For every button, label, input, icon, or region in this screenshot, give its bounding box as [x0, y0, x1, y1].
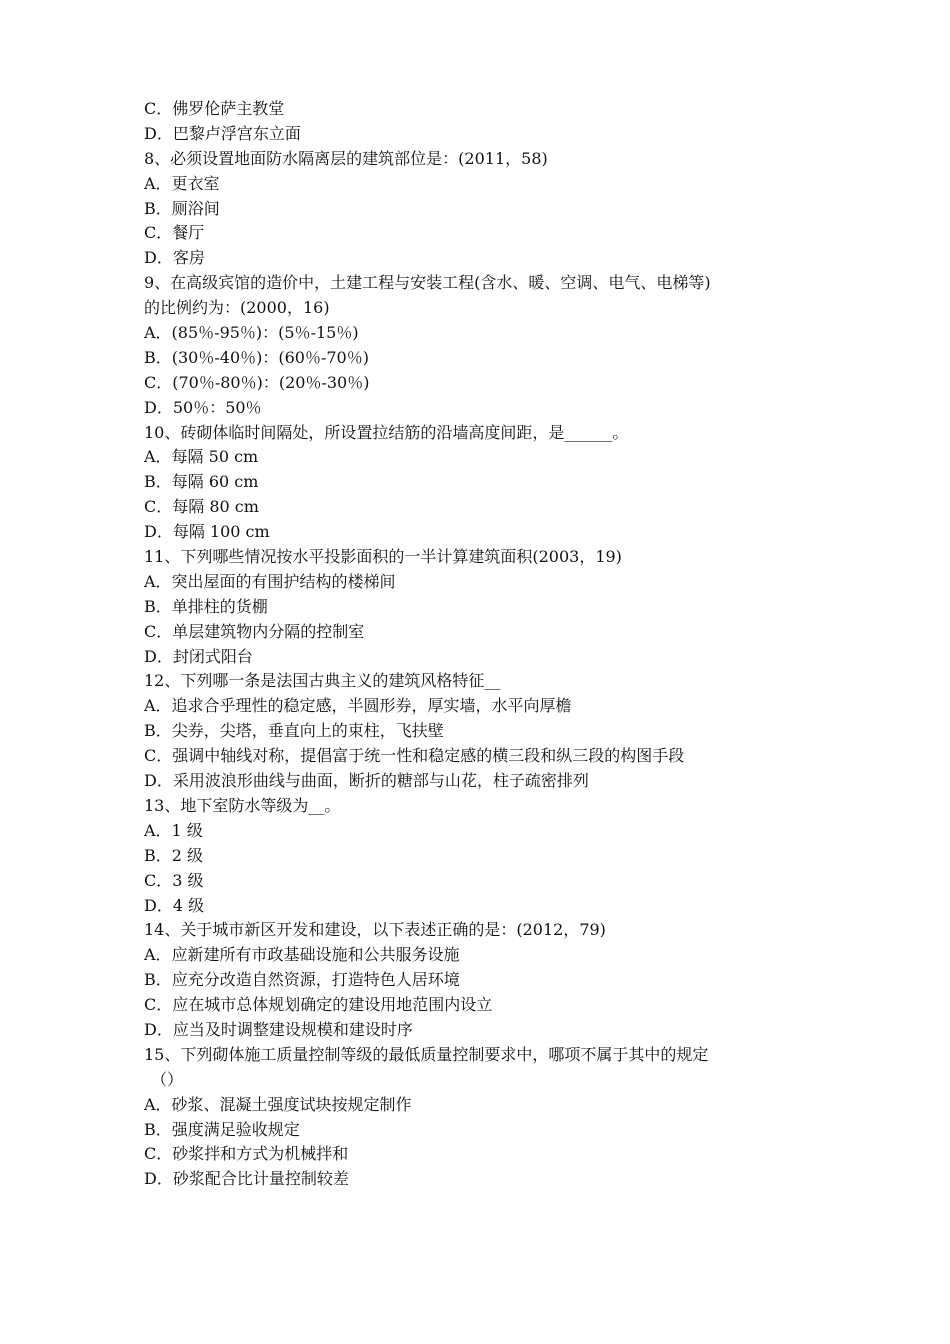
option-line: C．(70％-80％)：(20％-30％) [144, 372, 370, 392]
option-line: B．应充分改造自然资源，打造特色人居环境 [144, 970, 460, 990]
question-line-continued: （） [151, 1069, 184, 1089]
option-line: A．1 级 [144, 820, 203, 840]
question-line: 15、下列砌体施工质量控制等级的最低质量控制要求中，哪项不属于其中的规定 [144, 1044, 709, 1064]
option-line: B．(30％-40％)：(60％-70％) [144, 347, 369, 367]
option-line: D．采用波浪形曲线与曲面，断折的糖部与山花，柱子疏密排列 [144, 771, 589, 791]
option-line: B．每隔 60 cm [144, 472, 259, 492]
option-line: D．砂浆配合比计量控制较差 [144, 1169, 349, 1189]
option-line: D．封闭式阳台 [144, 646, 253, 666]
option-line: C．餐厅 [144, 223, 205, 243]
option-line: D．客房 [144, 248, 205, 268]
option-line: C．砂浆拌和方式为机械拌和 [144, 1144, 349, 1164]
option-line: C．强调中轴线对称，提倡富于统一性和稳定感的横三段和纵三段的构图手段 [144, 746, 685, 766]
option-line: D．应当及时调整建设规模和建设时序 [144, 1019, 413, 1039]
option-line: B．尖券，尖塔，垂直向上的束柱，飞扶壁 [144, 721, 444, 741]
option-line: C．每隔 80 cm [144, 497, 259, 517]
option-line: B．单排柱的货棚 [144, 596, 268, 616]
question-line: 13、地下室防水等级为__。 [144, 795, 341, 815]
option-line: A．砂浆、混凝土强度试块按规定制作 [144, 1094, 412, 1114]
question-line: 11、下列哪些情况按水平投影面积的一半计算建筑面积(2003，19) [144, 547, 622, 567]
question-line-continued: 的比例约为：(2000，16) [144, 298, 330, 318]
option-line: D．巴黎卢浮宫东立面 [144, 123, 301, 143]
option-line: A．应新建所有市政基础设施和公共服务设施 [144, 945, 460, 965]
option-line: C．单层建筑物内分隔的控制室 [144, 621, 365, 641]
option-line: C．3 级 [144, 870, 204, 890]
option-line: B．厕浴间 [144, 198, 220, 218]
option-line: D．4 级 [144, 895, 205, 915]
option-line: A．(85％-95％)：(5％-15％) [144, 323, 359, 343]
option-line: B．2 级 [144, 845, 204, 865]
option-line: B．强度满足验收规定 [144, 1119, 300, 1139]
document-body [144, 97, 844, 1192]
question-line: 8、必须设置地面防水隔离层的建筑部位是：(2011，58) [144, 148, 548, 168]
option-line: A．追求合乎理性的稳定感，半圆形券，厚实墙，水平向厚檐 [144, 696, 572, 716]
option-line: D．50％：50％ [144, 397, 262, 417]
option-line: D．每隔 100 cm [144, 522, 270, 542]
question-line: 12、下列哪一条是法国古典主义的建筑风格特征__ [144, 671, 501, 691]
question-line: 14、关于城市新区开发和建设，以下表述正确的是：(2012，79) [144, 920, 606, 940]
question-line: 9、在高级宾馆的造价中，土建工程与安装工程(含水、暖、空调、电气、电梯等) [144, 273, 711, 293]
question-line: 10、砖砌体临时间隔处，所设置拉结筋的沿墙高度间距，是______。 [144, 422, 629, 442]
option-line: A．突出屋面的有围护结构的楼梯间 [144, 571, 396, 591]
option-line: A．更衣室 [144, 173, 220, 193]
option-line: C．应在城市总体规划确定的建设用地范围内设立 [144, 995, 493, 1015]
option-line: C．佛罗伦萨主教堂 [144, 99, 285, 118]
option-line: A．每隔 50 cm [144, 447, 259, 467]
